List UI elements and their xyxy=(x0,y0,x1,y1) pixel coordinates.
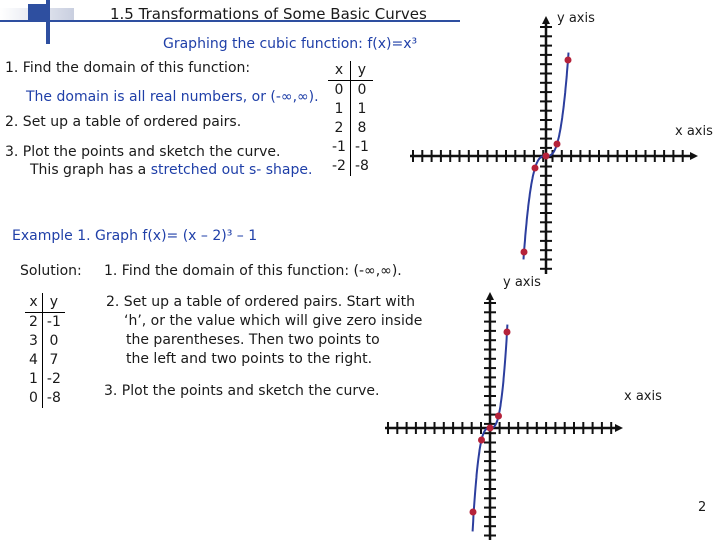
y-cell: y xyxy=(42,293,64,313)
y-cell: 1 xyxy=(357,101,367,117)
example-step-2-line: the parentheses. Then two points to xyxy=(126,332,380,348)
x-cell: 0 xyxy=(25,389,42,408)
x-cell: 3 xyxy=(25,332,42,351)
x-cell: -1 xyxy=(328,138,350,157)
plotted-point xyxy=(470,509,477,516)
shape-note-highlight: stretched out s- shape. xyxy=(150,162,313,178)
plotted-point xyxy=(504,329,511,336)
example-step-2-line: the left and two points to the right. xyxy=(126,351,373,367)
y-cell: -8 xyxy=(354,158,369,174)
y-cell: -8 xyxy=(46,390,61,406)
example-step-3: 3. Plot the points and sketch the curve. xyxy=(104,383,380,399)
y-cell: -2 xyxy=(46,371,61,387)
top-step-3: 3. Plot the points and sketch the curve. xyxy=(5,144,281,160)
plotted-point xyxy=(495,413,502,420)
y-axis-arrow xyxy=(486,292,494,300)
solution-label: Solution: xyxy=(20,263,82,279)
shape-note-text: This graph has a xyxy=(30,162,151,178)
x-cell: -2 xyxy=(328,157,350,176)
cubic-heading: Graphing the cubic function: f(x)=x³ xyxy=(163,36,418,52)
example-step-2-line: 2. Set up a table of ordered pairs. Start with xyxy=(106,294,415,310)
x-cell: 0 xyxy=(328,81,350,101)
y-cell: 0 xyxy=(49,333,59,349)
y-cell: 0 xyxy=(357,82,367,98)
example-step-2-line: ‘h’, or the value which will give zero inside xyxy=(124,313,423,329)
top-x-axis-label: x axis xyxy=(675,124,713,139)
top-y-axis-label: y axis xyxy=(557,11,595,26)
x-cell: 4 xyxy=(25,351,42,370)
y-cell: -1 xyxy=(46,314,61,330)
x-cell: x xyxy=(25,293,42,313)
top-step-2: 2. Set up a table of ordered pairs. xyxy=(5,114,242,130)
bottom-y-axis-label: y axis xyxy=(503,275,541,290)
y-cell: 8 xyxy=(357,120,367,136)
top-step-1: 1. Find the domain of this function: xyxy=(5,60,251,76)
y-cell: y xyxy=(350,61,372,81)
y-cell: 7 xyxy=(49,352,59,368)
slide-title: 1.5 Transformations of Some Basic Curves xyxy=(110,5,427,23)
page-number: 2 xyxy=(698,500,707,515)
x-cell: 1 xyxy=(25,370,42,389)
x-cell: 2 xyxy=(328,119,350,138)
plotted-point xyxy=(478,437,485,444)
plotted-point xyxy=(487,425,494,432)
y-cell: -1 xyxy=(354,139,369,155)
domain-text: The domain is all real numbers, or (-∞,∞). xyxy=(26,89,319,105)
x-cell: 1 xyxy=(328,100,350,119)
x-cell: 2 xyxy=(25,313,42,333)
example-step-1: 1. Find the domain of this function: (-∞,∞). xyxy=(104,263,402,279)
bottom-x-axis-label: x axis xyxy=(624,389,662,404)
x-axis-arrow xyxy=(615,424,623,432)
x-cell: x xyxy=(328,61,350,81)
example-heading: Example 1. Graph f(x)= (x – 2)³ – 1 xyxy=(12,228,258,244)
